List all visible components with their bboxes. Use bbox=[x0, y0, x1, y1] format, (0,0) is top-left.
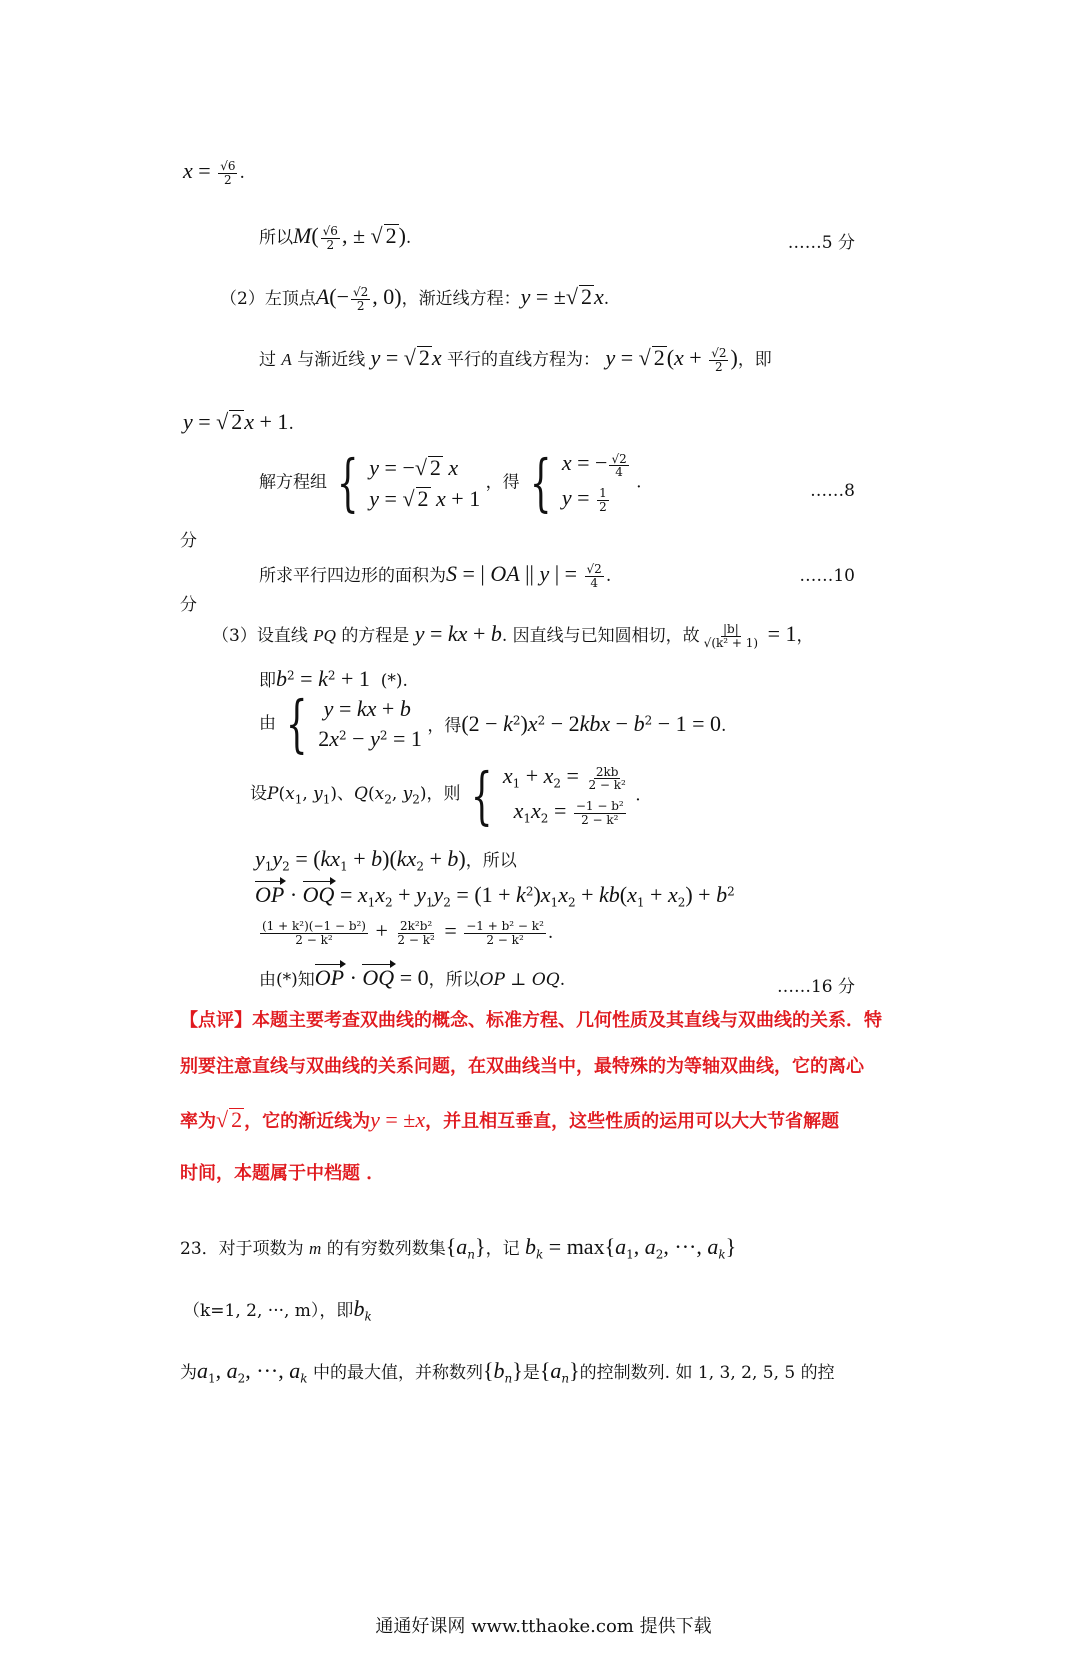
q23-line-1: 23．对于项数为 m 的有穷数列数集$\{a_n\}$，记 $b_k = \max\{a_1$, $a_2$, ···, $a_k$} bbox=[180, 1234, 737, 1262]
eq-vieta: 设$P(x_1$, $y_1$)、$Q(x_2$, $y_2$)，则 { $x_1 + x_2$ = $\frac{2kb}{\text{2 − k²}}$ $x_1x_2$ = $\frac{\text{−1 − b²}}{\text{2 − k²}}$ . bbox=[250, 759, 641, 832]
eq-x-value: x = $\frac{√6}{2}$ . bbox=[183, 158, 245, 187]
eq-perpendicular: 由(*)知OP · OQ = 0，所以OP ⊥ OQ. bbox=[259, 965, 566, 990]
review-line-1: 【点评】本题主要考查双曲线的概念、标准方程、几何性质及其直线与双曲线的关系．特 bbox=[180, 1010, 882, 1031]
score-5: ……5 分 bbox=[787, 233, 855, 253]
score-10: ……10 bbox=[799, 566, 855, 586]
eq-system-2: 由 { y = kx + b $2x^2 - y^2 = 1$ ，得$(2 - k^2)x^2 - 2kbx - b^2 - 1 = 0$. bbox=[259, 687, 727, 760]
fen-8: 分 bbox=[180, 531, 197, 551]
eq-parallel-line: 过 A 与渐近线 y = √ 2x 平行的直线方程为： y = √ 2(x + $\frac{√2}{2}$ )，即 bbox=[259, 345, 772, 374]
review-line-4: 时间，本题属于中档题 ． bbox=[180, 1163, 385, 1184]
q23-line-3: 为$a_1$, $a_2$, ···, $a_k$ 中的最大值，并称数列$\{b_n\}$是$\{a_n\}$的控制数列. 如 1, 3, 2, 5, 5 的控 bbox=[180, 1358, 835, 1386]
review-line-2: 别要注意直线与双曲线的关系问题，在双曲线当中，最特殊的为等轴双曲线，它的离心 bbox=[180, 1056, 864, 1077]
eq-left-vertex: （2）左顶点A(− $\frac{√2}{2}$ , 0)，渐近线方程：y = ±√ 2x. bbox=[220, 284, 610, 313]
eq-fraction-sum: $\frac{\text{(1 + k²)(−1 − b²)}}{\text{2 − k²}}$ + $\frac{\text{2k²b²}}{\text{2 − k²}}$ = $\frac{\text{−1 + b² − k²}}{\text{2 − k²}}$ . bbox=[262, 918, 554, 947]
score-16: ……16 分 bbox=[776, 977, 855, 997]
q23-line-2: （k=1, 2, ···, m），即$b_k$ bbox=[183, 1296, 372, 1324]
eq-dot-product: OP · OQ = $x_1x_2 + y_1y_2 = (1 + k^2)x_1x_2 + kb(x_1 + x_2) + b^2$ bbox=[255, 882, 735, 910]
fen-10: 分 bbox=[180, 595, 197, 615]
eq-system-1: 解方程组 { y = −√ 2 x y = √ 2 x + 1 ，得 { x = − $\frac{√2}{4}$ y = $\frac{1}{2}$ . bbox=[259, 446, 642, 519]
eq-point-m: 所以M( $\frac{√6}{2}$ , ± √ 2). bbox=[259, 223, 412, 252]
review-line-3: 率为√ 2 ，它的渐近线为y = ±x，并且相互垂直，这些性质的运用可以大大节省解题 bbox=[180, 1107, 840, 1132]
score-8: ……8 bbox=[810, 481, 855, 501]
eq-y1y2: $y_1y_2 = (kx_1 + b)(kx_2 + b)$，所以 bbox=[255, 846, 517, 874]
page-footer: 通通好课网 www.tthaoke.com 提供下载 bbox=[375, 1616, 712, 1637]
eq-line-result: y = √ 2x + 1. bbox=[183, 409, 294, 434]
eq-area: 所求平行四边形的面积为S = | OA || y | = $\frac{√2}{4}$ . bbox=[259, 561, 612, 590]
eq-b-squared: 即$b^2 = k^2 + 1$ (*). bbox=[259, 666, 408, 691]
eq-line-pq: （3）设直线 PQ 的方程是 y = kx + b. 因直线与已知圆相切，故 $\frac{|b|}{\text{√(k² + 1)}}$ = 1， bbox=[212, 621, 814, 650]
